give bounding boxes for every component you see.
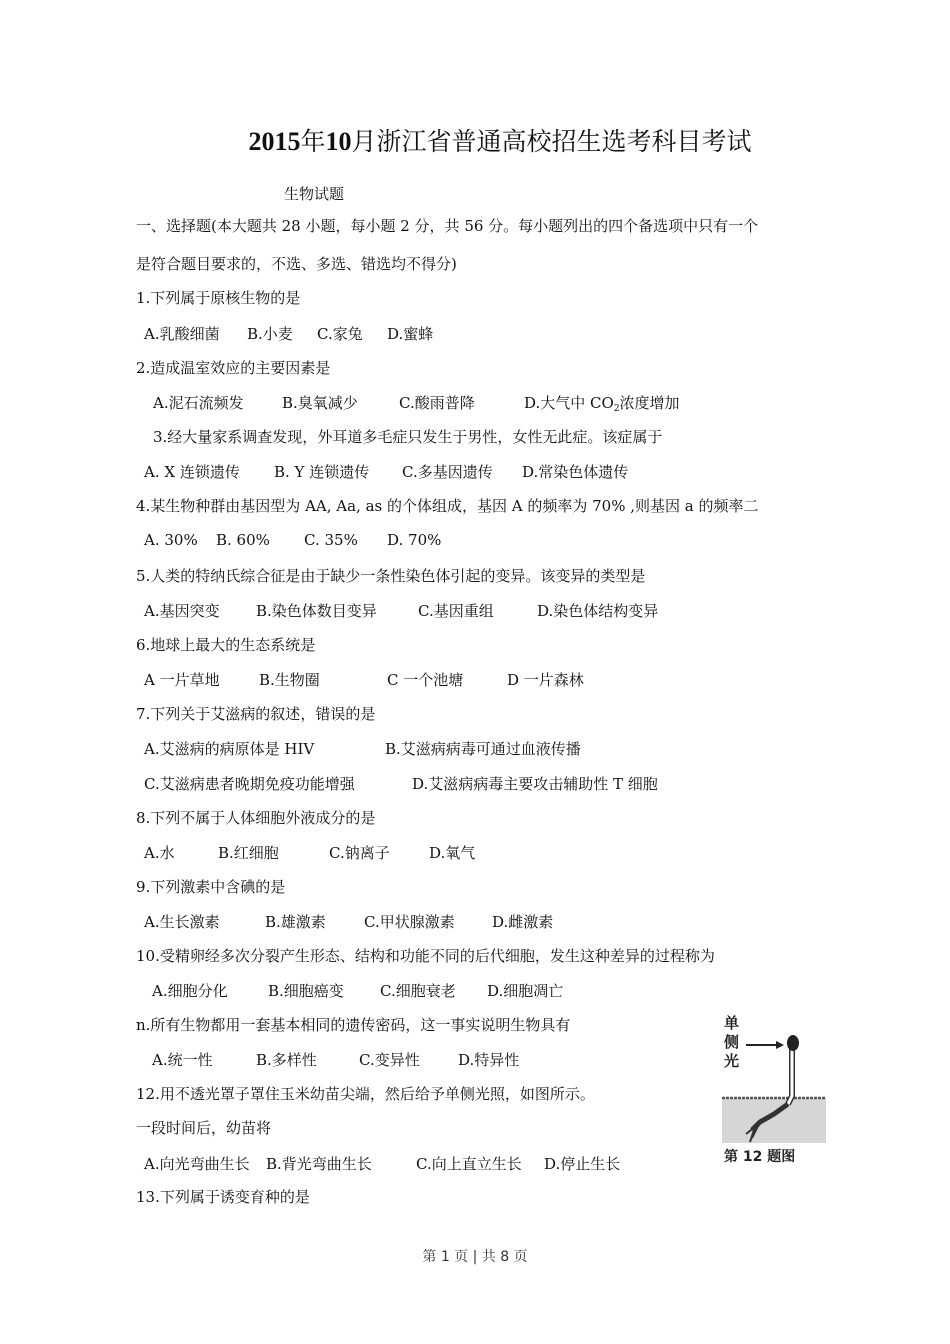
light-label-char-3: 光: [724, 1052, 740, 1070]
figure-caption: 第 12 题图: [724, 1149, 796, 1165]
q3-option-c: C.多基因遗传: [402, 463, 493, 481]
q6-option-a: A 一片草地: [144, 671, 220, 689]
question-5-stem: 5.人类的特纳氏综合征是由于缺少一条性染色体引起的变异。该变异的类型是: [136, 567, 646, 585]
question-10-stem: 10.受精卵经多次分裂产生形态、结构和功能不同的后代细胞，发生这种差异的过程称为: [136, 947, 715, 965]
q1-option-d: D.蜜蜂: [387, 325, 434, 343]
title-month: 10: [325, 127, 352, 156]
title-year: 2015: [248, 127, 301, 156]
q4-option-d: D. 70%: [387, 531, 442, 549]
q4-option-c: C. 35%: [304, 531, 358, 549]
q12-option-a: A.向光弯曲生长: [144, 1155, 250, 1173]
question-11-stem: n.所有生物都用一套基本相同的遗传密码，这一事实说明生物具有: [136, 1016, 571, 1034]
title-rest: 月浙江省普通高校招生选考科目考试: [351, 127, 752, 156]
question-12-stem-line2: 一段时间后，幼苗将: [136, 1119, 272, 1137]
q8-option-d: D.氧气: [429, 844, 476, 862]
q9-option-b: B.雄激素: [265, 913, 326, 931]
q10-option-d: D.细胞凋亡: [487, 982, 564, 1000]
q2-option-b: B.臭氧减少: [282, 394, 358, 412]
page-footer: 第 1 页 | 共 8 页: [422, 1249, 528, 1265]
q12-option-d: D.停止生长: [544, 1155, 621, 1173]
q4-option-a: A. 30%: [144, 531, 198, 549]
title-year-suffix: 年: [300, 127, 326, 156]
q10-option-c: C.细胞衰老: [380, 982, 456, 1000]
question-13-stem: 13.下列属于诱变育种的是: [136, 1188, 310, 1206]
q2-option-d-prefix: D.大气中 CO: [524, 394, 614, 412]
q11-option-c: C.变异性: [359, 1051, 420, 1069]
light-label-char-1: 单: [724, 1014, 740, 1032]
q1-option-a: A.乳酸细菌: [144, 325, 220, 343]
question-12-figure: [716, 1012, 828, 1172]
q5-option-a: A.基因突变: [144, 602, 220, 620]
exam-subtitle: 生物试题: [284, 185, 345, 203]
q6-option-b: B.生物圈: [259, 671, 320, 689]
q8-option-a: A.水: [144, 844, 175, 862]
q2-option-d: [524, 392, 680, 414]
q12-option-b: B.背光弯曲生长: [266, 1155, 372, 1173]
q6-option-c: C 一个池塘: [387, 671, 464, 689]
q9-option-d: D.雌激素: [492, 913, 554, 931]
q2-option-c: C.酸雨普降: [399, 394, 475, 412]
question-3-stem: 3.经大量家系调查发现，外耳道多毛症只发生于男性，女性无此症。该症属于: [153, 428, 663, 446]
q7-option-a: A.艾滋病的病原体是 HIV: [144, 740, 315, 758]
q11-option-a: A.统一性: [152, 1051, 213, 1069]
q5-option-c: C.基因重组: [418, 602, 494, 620]
q3-option-d: D.常染色体遗传: [522, 463, 629, 481]
q9-option-c: C.甲状腺激素: [364, 913, 455, 931]
seedling-diagram-icon: [716, 1012, 828, 1147]
q12-option-c: C.向上直立生长: [416, 1155, 522, 1173]
q9-option-a: A.生长激素: [144, 913, 220, 931]
question-7-stem: 7.下列关于艾滋病的叙述，错误的是: [136, 705, 376, 723]
co2-subscript: 2: [613, 404, 620, 414]
q11-option-b: B.多样性: [256, 1051, 317, 1069]
q2-option-a: A.泥石流频发: [153, 394, 244, 412]
question-4-stem: 4.某生物种群由基因型为 AA, Aa, as 的个体组成，基因 A 的频率为 70% ,则基因 a 的频率二: [136, 497, 759, 515]
q2-option-d-suffix: 浓度增加: [619, 394, 680, 412]
q7-option-b: B.艾滋病病毒可通过血液传播: [385, 740, 581, 758]
q4-option-b: B. 60%: [216, 531, 270, 549]
question-6-stem: 6.地球上最大的生态系统是: [136, 636, 316, 654]
q3-option-b: B. Y 连锁遗传: [274, 463, 370, 481]
q8-option-c: C.钠离子: [329, 844, 390, 862]
q5-option-d: D.染色体结构变异: [537, 602, 659, 620]
question-1-stem: 1.下列属于原核生物的是: [136, 289, 301, 307]
q11-option-d: D.特异性: [458, 1051, 520, 1069]
exam-title: [0, 122, 950, 158]
question-2-stem: 2.造成温室效应的主要因素是: [136, 359, 331, 377]
question-9-stem: 9.下列激素中含碘的是: [136, 878, 286, 896]
section-heading-line1: 一、选择题(本大题共 28 小题，每小题 2 分，共 56 分。每小题列出的四个备选项中只有一个: [136, 217, 759, 235]
section-heading-line2: 是符合题目要求的，不选、多选、错选均不得分): [136, 255, 457, 273]
question-12-stem: 12.用不透光罩子罩住玉米幼苗尖端，然后给予单侧光照，如图所示。: [136, 1085, 595, 1103]
q10-option-b: B.细胞癌变: [268, 982, 344, 1000]
q7-option-c: C.艾滋病患者晚期免疫功能增强: [144, 775, 355, 793]
light-label-char-2: 侧: [724, 1033, 740, 1051]
q1-option-c: C.家兔: [317, 325, 363, 343]
q10-option-a: A.细胞分化: [152, 982, 228, 1000]
q6-option-d: D 一片森林: [507, 671, 584, 689]
question-8-stem: 8.下列不属于人体细胞外液成分的是: [136, 809, 376, 827]
q5-option-b: B.染色体数目变异: [256, 602, 377, 620]
q7-option-d: D.艾滋病病毒主要攻击辅助性 T 细胞: [412, 775, 658, 793]
q1-option-b: B.小麦: [247, 325, 293, 343]
q3-option-a: A. X 连锁遗传: [144, 463, 240, 481]
q8-option-b: B.红细胞: [218, 844, 279, 862]
